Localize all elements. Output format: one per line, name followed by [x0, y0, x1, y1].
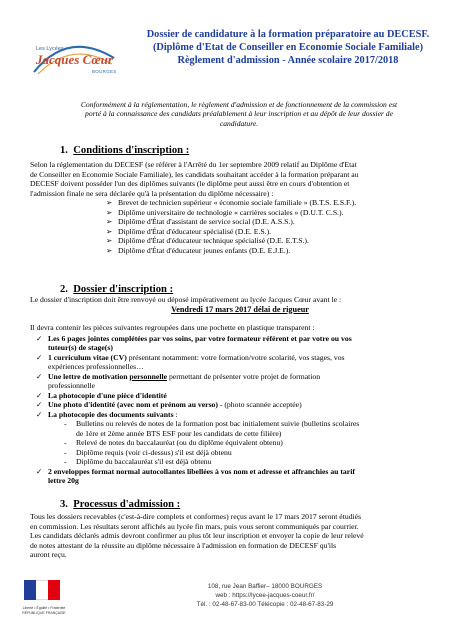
section-2-line: Il devra contenir les pièces suivantes regroupées dans une pochette en plastique transparent : [30, 323, 315, 332]
sub-item [64, 419, 450, 438]
check-bullet-icon: ✓ [36, 352, 43, 362]
section-2-number: 2. [60, 284, 68, 295]
arrow-bullet-icon: ➢ [106, 207, 113, 217]
title-line: Règlement d'admission - Année scolaire 2017/2018 [177, 55, 399, 66]
section-1-line: Selon la réglementation du DECESF (se référer à l'Arrêté du 1er septembre 2009 relatif au Diplôme d'Etat [30, 160, 357, 169]
list-item-text: présentant notamment: votre formation/votre scolarité, vos stages, vos [126, 352, 345, 362]
list-item-cont: expériences professionnelles… [48, 362, 144, 371]
list-item-text: Diplôme d'État d'assistant de service social (D.E. A.S.S.). [118, 217, 295, 226]
section-3-line: auront reçu. [30, 550, 67, 559]
section-3-line: de notes attestant de la réussite au diplôme nécessaire à l'admission en formation de DECESF qu'ils [30, 540, 337, 550]
sub-item [64, 457, 450, 467]
sub-item-text: Diplôme requis (voir ci-dessus) s'il est déjà obtenu [76, 447, 232, 457]
list-item [36, 353, 450, 372]
arrow-bullet-icon: ➢ [106, 198, 113, 207]
logo-city: BOURGES [92, 69, 117, 74]
list-item-bold: La photocopie des documents suivants [48, 409, 174, 419]
check-bullet-icon: ✓ [36, 390, 43, 400]
list-item [106, 236, 450, 246]
arrow-bullet-icon: ➢ [106, 236, 113, 245]
list-item [106, 227, 450, 237]
documents-list-end [36, 467, 450, 486]
list-item [36, 334, 450, 353]
section-1-line: DECESF doivent posséder l'un des diplômes suivants (le diplôme peut aussi être en cours d'obtention et [30, 179, 350, 188]
list-item-bold: Les 6 pages jointes complétées par vos soins, par votre formateur référent et par votre ou vos [48, 333, 352, 343]
check-bullet-icon: ✓ [36, 466, 43, 476]
list-item [106, 208, 450, 218]
check-bullet-icon: ✓ [36, 371, 43, 381]
sub-item-text: Diplôme du baccalauréat s'il est déjà obtenu [76, 457, 212, 466]
list-item-bold: 2 enveloppes format normal autocollantes libellées à vos nom et adresse et affranchies au tarif [48, 466, 355, 476]
list-item [36, 410, 450, 420]
title-line: (Diplôme d'Etat de Conseiller en Economie Sociale Familiale) [152, 42, 424, 53]
section-1-title: Conditions d'inscription : [73, 145, 190, 156]
dash-bullet-icon: - [64, 447, 67, 457]
section-3-line: Les candidats déclarés admis devront confirmer au plus tôt leur inscription et envoyer la copie de leur relevé [30, 531, 364, 540]
section-3-heading [60, 499, 180, 510]
check-bullet-icon: ✓ [36, 400, 43, 409]
section-1-heading [60, 145, 189, 156]
diploma-list [106, 198, 450, 255]
check-bullet-icon: ✓ [36, 409, 43, 419]
arrow-bullet-icon: ➢ [106, 226, 113, 236]
list-item [106, 198, 450, 208]
section-3-line: Tous les dossiers recevables (c'est-à-dire complets et conformes) reçus avant le 17 mars 2017 seront étudiés [30, 512, 362, 521]
documents-list [36, 334, 450, 420]
list-item-bold: La photocopie d'une pièce d'identité [48, 390, 167, 400]
section-3-title: Processus d'admission : [73, 499, 181, 510]
arrow-bullet-icon: ➢ [106, 217, 113, 226]
list-item [36, 400, 450, 410]
list-item-text: Diplôme d'État d'éducateur technique spécialisé (D.E. E.T.S.). [118, 236, 309, 245]
sub-item-cont: de 1ère et 2ème année BTS ESF pour les candidats de cette filière) [76, 428, 282, 438]
logo-name: Jacques Cœur [36, 52, 113, 67]
deadline: Vendredi 17 mars 2017 délai de rigueur [171, 304, 309, 314]
footer-web-link[interactable]: web : https://lycee-jacques-coeur.fr/ [215, 592, 315, 599]
arrow-bullet-icon: ➢ [106, 245, 113, 255]
sub-item-text: Bulletins ou relevés de notes de la formation post bac initialement suivie (bulletins scolaires [76, 419, 360, 428]
section-3-number: 3. [60, 499, 68, 510]
sub-item-text: Relevé de notes du baccalauréat (ou du diplôme équivalent obtenu) [76, 438, 283, 447]
section-2-body [30, 295, 450, 486]
dash-bullet-icon: - [64, 438, 67, 447]
list-item-text: Brevet de technicien supérieur « économie sociale familiale » (B.T.S. E.S.F.). [118, 198, 357, 207]
logo-small-text: Les Lycées [36, 46, 64, 52]
list-item-underline: personnelle [129, 371, 168, 381]
dash-bullet-icon: - [64, 457, 67, 466]
list-item [106, 217, 450, 227]
flag-caption: Liberté • Égalité • Fraternité [22, 606, 66, 610]
section-1-line: de Conseiller en Economie Sociale Familiale), les candidats souhaitant accéder à la formation préparant au [30, 169, 359, 179]
list-item-text: - (photo scannée acceptée) [217, 400, 302, 409]
intro-line: porté à la connaissance des candidats préalablement à leur inscription et au dépôt de leur dossier de [85, 109, 393, 119]
list-item-cont: lettre 20g [48, 476, 79, 485]
list-item-text: permettant de présenter votre projet de formation [167, 371, 321, 381]
section-2-heading [60, 284, 173, 295]
list-item [36, 372, 450, 391]
section-1-body [30, 160, 450, 255]
section-1-number: 1. [60, 145, 68, 156]
section-2-title: Dossier d'inscription : [73, 284, 174, 295]
title-line: Dossier de candidature à la formation préparatoire au DECESF. [146, 29, 430, 40]
sub-item [64, 438, 450, 448]
list-item [36, 391, 450, 401]
list-item [36, 467, 450, 486]
school-logo [20, 32, 120, 84]
check-bullet-icon: ✓ [36, 333, 43, 343]
intro-line: candidature. [219, 118, 259, 128]
section-2-line: Le dossier d'inscription doit être renvoyé ou déposé impérativement au lycée Jacques Cœur avant le : [30, 295, 342, 304]
list-item [106, 246, 450, 256]
list-item-cont: professionnelle [48, 381, 95, 390]
dash-bullet-icon: - [64, 419, 67, 428]
section-3-body [30, 512, 450, 560]
section-3-line: en commission. Les résultats seront affichés au lycée fin mars, puis vous seront communiqués par courrier. [30, 521, 359, 531]
footer-address: 108, rue Jean Baffier– 18000 BOURGES [207, 583, 323, 590]
list-item-text: Diplôme d'État d'éducateur spécialisé (D.E. E.S.). [118, 226, 272, 236]
intro-line: Conformément à la réglementation, le règlement d'admission et de fonctionnement de la commission est [80, 100, 398, 109]
list-item-text: Diplôme d'État d'éducateur jeunes enfants (D.E. E.J.E.). [118, 245, 291, 255]
footer-phones: Tél. : 02-48-67-83-00 Télécopie : 02-48-67-83-29 [196, 601, 334, 608]
footer-address-block [150, 582, 380, 609]
list-item-bold: Une photo d'identité (avec nom et prénom au verso) [48, 400, 218, 409]
list-item-text: : [173, 409, 178, 419]
sub-item [64, 448, 450, 458]
list-item-bold: Une lettre de motivation [48, 371, 130, 381]
intro-paragraph [34, 100, 444, 128]
list-item-bold: 1 curriculum vitae (CV) [48, 352, 127, 362]
section-1-line: l'admission finale ne sera déclarée qu'à la présentation du diplôme nécessaire) : [30, 188, 274, 198]
list-item-cont: tuteur(s) de stage(s) [48, 343, 113, 352]
document-title [118, 28, 458, 67]
flag-caption: RÉPUBLIQUE FRANÇAISE [22, 610, 66, 615]
list-item-text: Diplôme universitaire de technologie « carrières sociales » (D.U.T. C.S.). [118, 207, 344, 217]
documents-sublist [64, 419, 450, 467]
republic-logo [20, 578, 68, 622]
flag-icon [24, 580, 60, 600]
